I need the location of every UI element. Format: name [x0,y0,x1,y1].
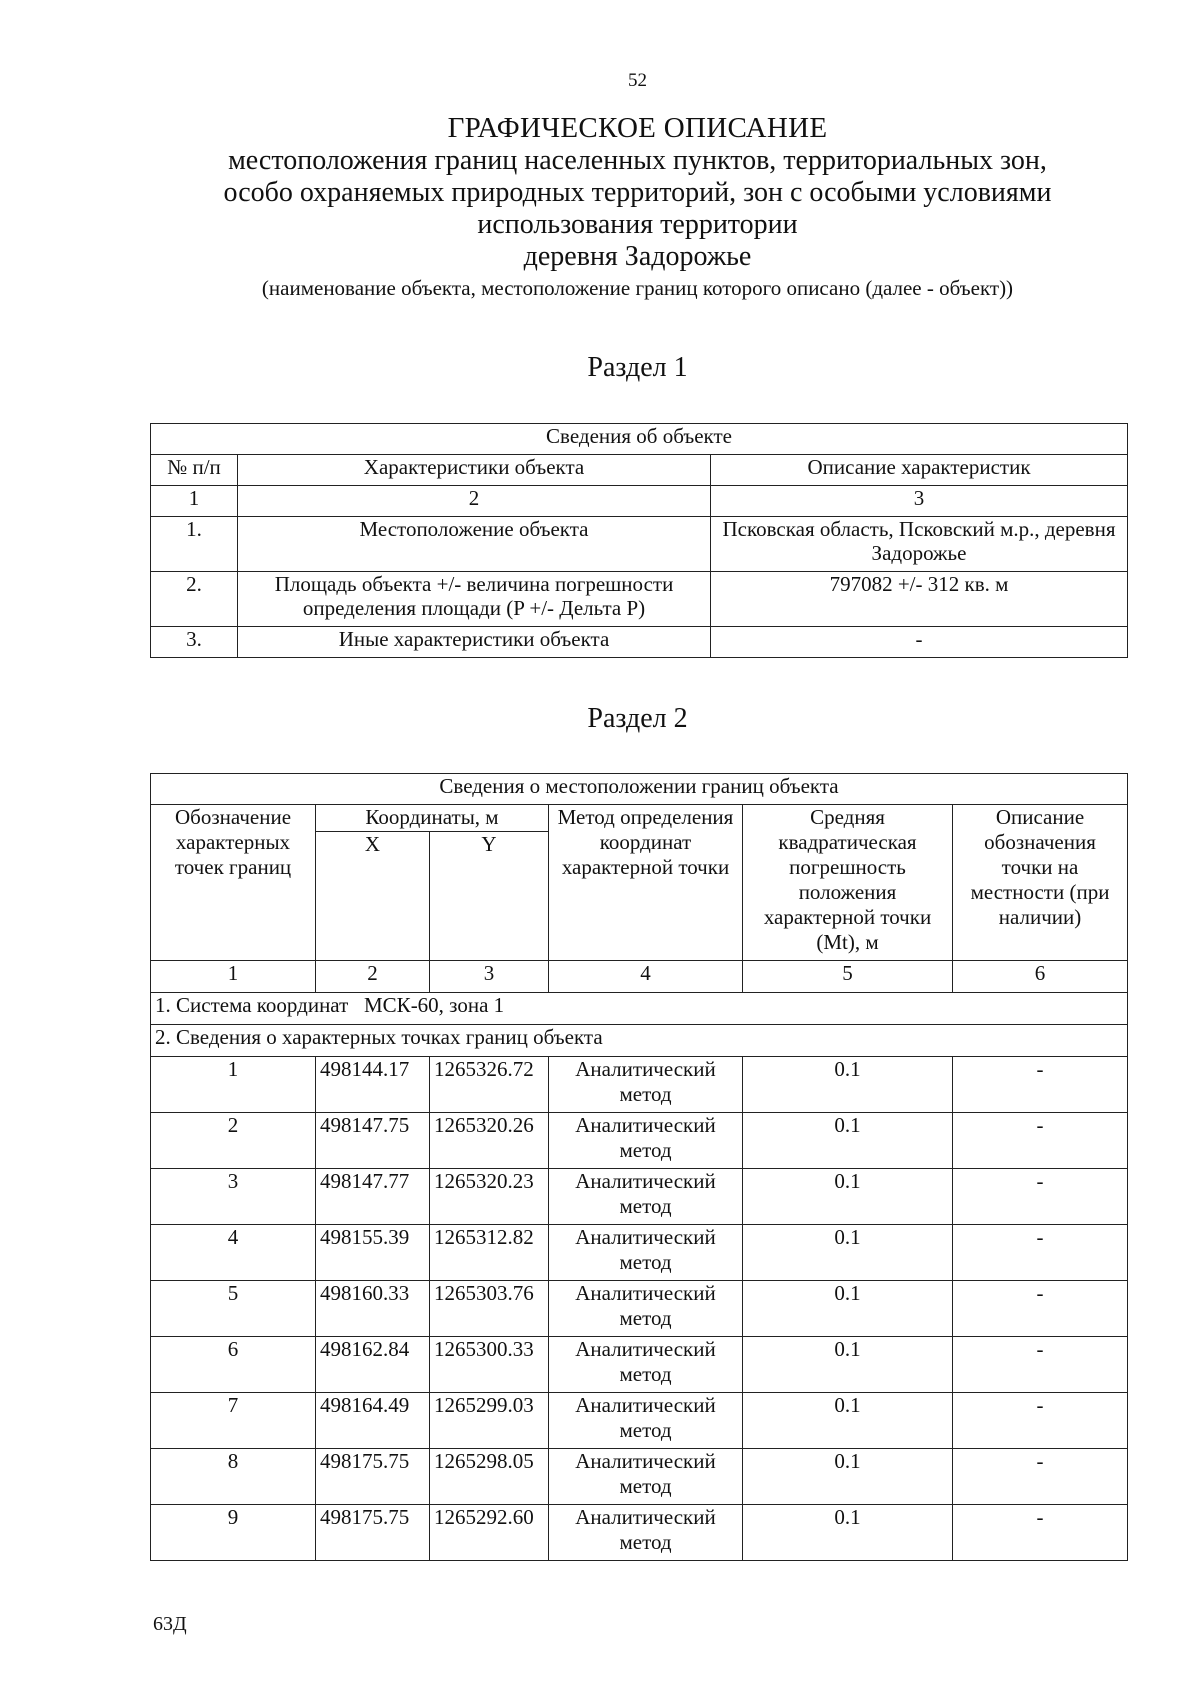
column-number: 6 [953,961,1128,993]
point-y: 1265326.72 [430,1057,549,1113]
table-row [151,517,1128,572]
footer-code: 63Д [153,1613,187,1635]
table-row [151,1169,1128,1225]
header-coordinates: Координаты, м [316,805,549,832]
point-id: 9 [151,1505,316,1561]
point-desc: - [953,1505,1128,1561]
column-number: 1 [151,486,238,517]
section-1-heading: Раздел 1 [587,352,688,383]
point-method: Аналитический метод [549,1337,743,1393]
header-designation: Обозначение характерных точек границ [151,805,316,961]
point-method: Аналитический метод [549,1225,743,1281]
point-mt: 0.1 [743,1281,953,1337]
table-row [151,1281,1128,1337]
point-desc: - [953,1449,1128,1505]
point-y: 1265320.26 [430,1113,549,1169]
point-id: 1 [151,1057,316,1113]
point-x: 498164.49 [316,1393,430,1449]
column-number: 4 [549,961,743,993]
point-x: 498162.84 [316,1337,430,1393]
point-desc: - [953,1057,1128,1113]
document-title: ГРАФИЧЕСКОЕ ОПИСАНИЕ [447,112,828,144]
point-x: 498175.75 [316,1449,430,1505]
point-desc: - [953,1337,1128,1393]
header-x: X [316,832,430,961]
point-id: 4 [151,1225,316,1281]
point-id: 3 [151,1169,316,1225]
characteristic: Площадь объекта +/- величина погрешности определения площади (P +/- Дельта P) [238,572,711,627]
title-line-2: особо охраняемых природных территорий, зон с особыми условиями [223,177,1052,208]
point-method: Аналитический метод [549,1113,743,1169]
column-number: 3 [430,961,549,993]
table-row [151,1337,1128,1393]
column-number: 2 [238,486,711,517]
coordinate-system: 1. Система координат МСК-60, зона 1 [151,993,1128,1025]
table-row [151,1225,1128,1281]
point-id: 8 [151,1449,316,1505]
point-y: 1265299.03 [430,1393,549,1449]
table-row [151,1449,1128,1505]
point-y: 1265312.82 [430,1225,549,1281]
point-method: Аналитический метод [549,1393,743,1449]
column-number: 2 [316,961,430,993]
table-caption: Сведения о местоположении границ объекта [151,774,1128,805]
point-desc: - [953,1169,1128,1225]
section-2-heading: Раздел 2 [587,703,688,734]
point-mt: 0.1 [743,1169,953,1225]
characteristic: Иные характеристики объекта [238,627,711,658]
table-row [151,1113,1128,1169]
point-x: 498160.33 [316,1281,430,1337]
column-number: 5 [743,961,953,993]
point-y: 1265300.33 [430,1337,549,1393]
title-block [150,112,1125,302]
object-caption: (наименование объекта, местоположение границ которого описано (далее - объект)) [261,276,1014,300]
point-x: 498147.77 [316,1169,430,1225]
header-description: Описание обозначения точки на местности (при наличии) [953,805,1128,961]
description: Псковская область, Псковский м.р., деревня Задорожье [711,517,1128,572]
header-method: Метод определения координат характерной точки [549,805,743,961]
point-desc: - [953,1113,1128,1169]
row-number: 3. [151,627,238,658]
description: 797082 +/- 312 кв. м [711,572,1128,627]
row-number: 2. [151,572,238,627]
point-mt: 0.1 [743,1449,953,1505]
point-y: 1265298.05 [430,1449,549,1505]
table-row [151,1505,1128,1561]
header-error: Средняя квадратическая погрешность положения характерной точки (Mt), м [743,805,953,961]
point-id: 6 [151,1337,316,1393]
column-header: Описание характеристик [711,455,1128,486]
table-row [151,1057,1128,1113]
point-mt: 0.1 [743,1113,953,1169]
header-y: Y [430,832,549,961]
column-number: 1 [151,961,316,993]
point-y: 1265320.23 [430,1169,549,1225]
point-method: Аналитический метод [549,1449,743,1505]
point-x: 498175.75 [316,1505,430,1561]
point-id: 2 [151,1113,316,1169]
title-line-3: использования территории [477,209,798,240]
point-x: 498147.75 [316,1113,430,1169]
boundary-points-table [150,773,1128,1561]
object-info-table [150,423,1128,658]
point-method: Аналитический метод [549,1169,743,1225]
point-desc: - [953,1393,1128,1449]
column-header: № п/п [151,455,238,486]
column-header: Характеристики объекта [238,455,711,486]
point-mt: 0.1 [743,1057,953,1113]
point-method: Аналитический метод [549,1505,743,1561]
point-method: Аналитический метод [549,1281,743,1337]
table-row [151,627,1128,658]
column-number: 3 [711,486,1128,517]
point-y: 1265303.76 [430,1281,549,1337]
point-mt: 0.1 [743,1337,953,1393]
point-x: 498144.17 [316,1057,430,1113]
page-number: 52 [628,70,647,91]
point-id: 5 [151,1281,316,1337]
table-row [151,572,1128,627]
point-desc: - [953,1225,1128,1281]
points-caption: 2. Сведения о характерных точках границ объекта [151,1025,1128,1057]
point-mt: 0.1 [743,1393,953,1449]
point-x: 498155.39 [316,1225,430,1281]
characteristic: Местоположение объекта [238,517,711,572]
point-y: 1265292.60 [430,1505,549,1561]
object-name: деревня Задорожье [523,241,752,272]
row-number: 1. [151,517,238,572]
point-id: 7 [151,1393,316,1449]
table-row [151,1393,1128,1449]
table-caption: Сведения об объекте [151,424,1128,455]
point-mt: 0.1 [743,1225,953,1281]
point-mt: 0.1 [743,1505,953,1561]
point-method: Аналитический метод [549,1057,743,1113]
point-desc: - [953,1281,1128,1337]
description: - [711,627,1128,658]
title-line-1: местоположения границ населенных пунктов, территориальных зон, [228,145,1047,176]
